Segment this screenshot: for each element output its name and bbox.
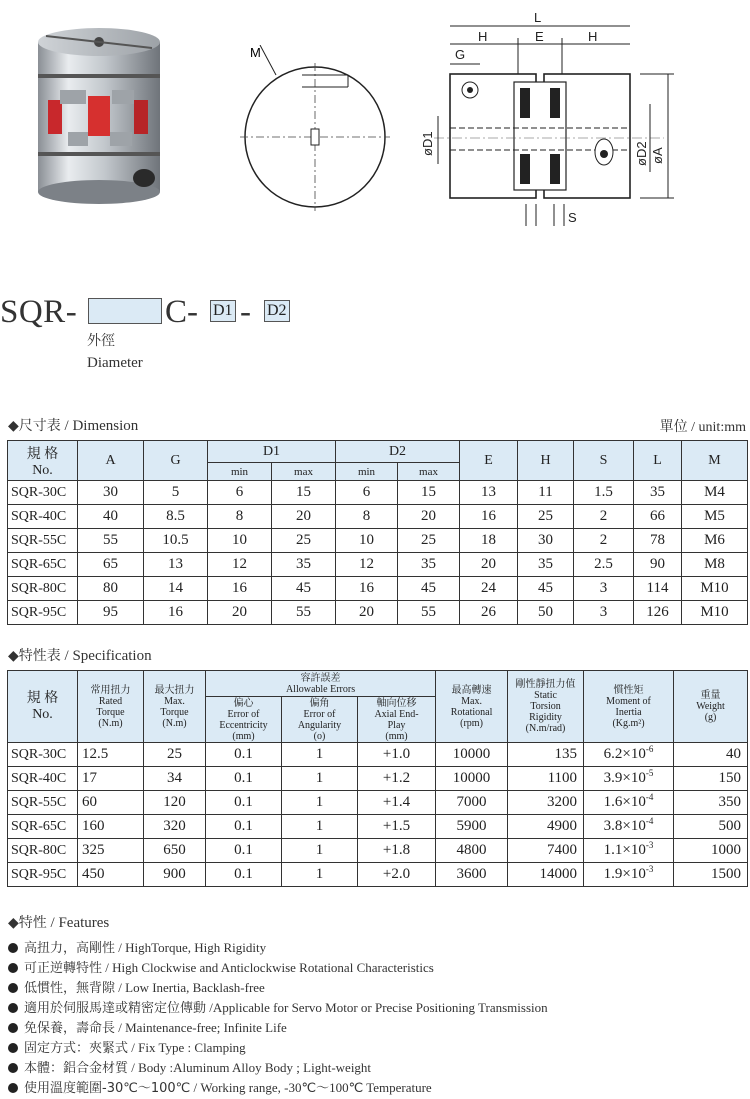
header-rated-torque: 常用扭力 Rated Torque (N.m) [78, 671, 144, 743]
cell-max-speed: 3600 [436, 863, 508, 887]
section-view-drawing [414, 4, 744, 236]
model-cell: SQR-40C [8, 767, 78, 791]
feature-en: / Low Inertia, Backlash-free [115, 980, 265, 995]
model-cell: SQR-65C [8, 553, 78, 577]
header-D1: D1 [208, 441, 336, 463]
cell-eccentricity: 0.1 [206, 743, 282, 767]
cell-weight: 350 [674, 791, 748, 815]
cell-max-torque: 320 [144, 815, 206, 839]
cell-S: 2 [574, 529, 634, 553]
cell-angularity: 1 [282, 815, 358, 839]
cell-L: 78 [634, 529, 682, 553]
cell-d2max: 55 [398, 601, 460, 625]
cell-d2min: 6 [336, 481, 398, 505]
cell-d1min: 8 [208, 505, 272, 529]
cell-eccentricity: 0.1 [206, 863, 282, 887]
table-row [8, 529, 748, 553]
cell-M: M6 [682, 529, 748, 553]
cell-A: 95 [78, 601, 144, 625]
inertia-exponent: -4 [645, 816, 654, 826]
cell-A: 80 [78, 577, 144, 601]
bullet-icon [8, 1043, 18, 1053]
cell-weight: 150 [674, 767, 748, 791]
feature-en: / Working range, -30℃～100℃ Temperature [190, 1080, 432, 1095]
label-H-right: H [588, 29, 598, 44]
cell-eccentricity: 0.1 [206, 767, 282, 791]
bullet-icon [8, 943, 18, 953]
cell-max-speed: 10000 [436, 767, 508, 791]
features-title: ◆特性 / Features [8, 915, 110, 931]
cell-d1min: 12 [208, 553, 272, 577]
bullet-icon [8, 963, 18, 973]
cell-angularity: 1 [282, 791, 358, 815]
cell-M: M10 [682, 577, 748, 601]
header-spec: 規 格 No. [8, 441, 78, 481]
cell-G: 5 [144, 481, 208, 505]
header-spec: 規 格 No. [8, 671, 78, 743]
label-D1: øD1 [420, 131, 435, 156]
cell-inertia [584, 743, 674, 767]
cell-weight: 1000 [674, 839, 748, 863]
cell-H: 45 [518, 577, 574, 601]
table-row [8, 863, 748, 887]
cell-weight: 40 [674, 743, 748, 767]
cell-rigidity: 14000 [508, 863, 584, 887]
diameter-placeholder-box [88, 298, 162, 324]
table-row [8, 601, 748, 625]
cell-L: 114 [634, 577, 682, 601]
cell-rigidity: 3200 [508, 791, 584, 815]
diameter-label-zh: 外徑 [87, 333, 115, 349]
model-middle: C- [165, 294, 198, 330]
inertia-exponent: -6 [645, 744, 654, 754]
feature-zh: 免保養，壽命長 [24, 1021, 116, 1036]
header-S: S [574, 441, 634, 481]
table-row [8, 743, 748, 767]
bullet-icon [8, 1003, 18, 1013]
label-G: G [455, 47, 466, 62]
cell-A: 65 [78, 553, 144, 577]
header-rigidity: 剛性靜扭力值 Static Torsion Rigidity (N.m/rad) [508, 671, 584, 743]
header-weight: 重量 Weight (g) [674, 671, 748, 743]
feature-zh: 使用溫度範圍-30℃～100℃ [24, 1081, 191, 1096]
label-H-left: H [478, 29, 488, 44]
cell-d1max: 20 [272, 505, 336, 529]
cell-E: 20 [460, 553, 518, 577]
cell-E: 18 [460, 529, 518, 553]
cell-S: 3 [574, 577, 634, 601]
bullet-icon [8, 1083, 18, 1093]
feature-item [8, 978, 548, 998]
cell-inertia [584, 839, 674, 863]
cell-H: 25 [518, 505, 574, 529]
inertia-exponent: -3 [645, 840, 654, 850]
bullet-icon [8, 1063, 18, 1073]
cell-axial: +1.2 [358, 767, 436, 791]
cell-eccentricity: 0.1 [206, 815, 282, 839]
cell-d1max: 35 [272, 553, 336, 577]
inertia-base: 1.9×10 [603, 866, 646, 882]
cell-S: 2 [574, 505, 634, 529]
header-allowable-errors: 容許誤差 Allowable Errors [206, 671, 436, 697]
cell-axial: +1.5 [358, 815, 436, 839]
model-cell: SQR-55C [8, 791, 78, 815]
d2-box: D2 [264, 300, 290, 322]
cell-d1min: 16 [208, 577, 272, 601]
feature-item [8, 1078, 548, 1098]
cell-axial: +1.0 [358, 743, 436, 767]
header-H: H [518, 441, 574, 481]
model-code [0, 292, 400, 332]
inertia-exponent: -5 [645, 768, 654, 778]
feature-zh: 可正逆轉特性 [24, 961, 103, 976]
feature-zh: 本體：鋁合金材質 [24, 1061, 129, 1076]
cell-max-torque: 25 [144, 743, 206, 767]
feature-zh: 高扭力，高剛性 [24, 941, 116, 956]
bullet-icon [8, 1023, 18, 1033]
features-list [8, 938, 548, 1098]
model-cell: SQR-40C [8, 505, 78, 529]
cell-d2max: 25 [398, 529, 460, 553]
unit-label: 單位 / unit:mm [659, 419, 746, 435]
cell-G: 13 [144, 553, 208, 577]
specification-table [7, 670, 748, 887]
header-d2-max: max [398, 463, 460, 481]
cell-d2max: 45 [398, 577, 460, 601]
feature-en: / Fix Type : Clamping [128, 1040, 246, 1055]
cell-d2min: 10 [336, 529, 398, 553]
model-cell: SQR-95C [8, 601, 78, 625]
front-view-drawing [240, 45, 390, 215]
header-eccentricity: 偏心 Error of Eccentricity (mm) [206, 697, 282, 743]
cell-eccentricity: 0.1 [206, 791, 282, 815]
dimension-title: ◆尺寸表 / Dimension [8, 418, 139, 434]
model-cell: SQR-80C [8, 577, 78, 601]
model-dash: - [240, 294, 251, 330]
cell-A: 30 [78, 481, 144, 505]
feature-item [8, 1018, 548, 1038]
cell-weight: 500 [674, 815, 748, 839]
cell-weight: 1500 [674, 863, 748, 887]
cell-E: 24 [460, 577, 518, 601]
cell-rigidity: 1100 [508, 767, 584, 791]
cell-d2min: 16 [336, 577, 398, 601]
cell-rated-torque: 60 [78, 791, 144, 815]
cell-axial: +1.4 [358, 791, 436, 815]
feature-zh: 固定方式：夾緊式 [24, 1041, 129, 1056]
d1-box: D1 [210, 300, 236, 322]
cell-A: 55 [78, 529, 144, 553]
header-M: M [682, 441, 748, 481]
model-cell: SQR-65C [8, 815, 78, 839]
model-cell: SQR-95C [8, 863, 78, 887]
header-L: L [634, 441, 682, 481]
header-max-speed: 最高轉速 Max. Rotational (rpm) [436, 671, 508, 743]
cell-G: 16 [144, 601, 208, 625]
cell-rigidity: 135 [508, 743, 584, 767]
header-angularity: 偏角 Error of Angularity (o) [282, 697, 358, 743]
label-M: M [250, 45, 261, 60]
feature-item [8, 958, 548, 978]
table-row [8, 815, 748, 839]
cell-M: M5 [682, 505, 748, 529]
header-max-torque: 最大扭力 Max. Torque (N.m) [144, 671, 206, 743]
header-A: A [78, 441, 144, 481]
feature-en: / Body :Aluminum Alloy Body ; Light-weight [128, 1060, 372, 1075]
header-d2-min: min [336, 463, 398, 481]
product-photo [34, 26, 164, 206]
inertia-exponent: -3 [645, 864, 654, 874]
cell-max-speed: 10000 [436, 743, 508, 767]
cell-inertia [584, 767, 674, 791]
cell-H: 30 [518, 529, 574, 553]
header-D2: D2 [336, 441, 460, 463]
header-E: E [460, 441, 518, 481]
cell-L: 90 [634, 553, 682, 577]
cell-inertia [584, 815, 674, 839]
inertia-base: 6.2×10 [603, 746, 646, 762]
header-axial: 軸向位移 Axial End- Play (mm) [358, 697, 436, 743]
inertia-base: 3.9×10 [603, 770, 646, 786]
feature-en: / Maintenance-free; Infinite Life [115, 1020, 287, 1035]
cell-H: 35 [518, 553, 574, 577]
header-d1-max: max [272, 463, 336, 481]
cell-G: 14 [144, 577, 208, 601]
cell-d1min: 20 [208, 601, 272, 625]
feature-item [8, 1058, 548, 1078]
cell-max-torque: 120 [144, 791, 206, 815]
table-row [8, 553, 748, 577]
model-cell: SQR-55C [8, 529, 78, 553]
feature-zh: 低慣性，無背隙 [24, 981, 116, 996]
cell-H: 11 [518, 481, 574, 505]
cell-rigidity: 7400 [508, 839, 584, 863]
cell-d1min: 10 [208, 529, 272, 553]
inertia-base: 1.1×10 [603, 842, 646, 858]
specification-title: ◆特性表 / Specification [8, 648, 152, 664]
cell-L: 126 [634, 601, 682, 625]
cell-rated-torque: 450 [78, 863, 144, 887]
cell-d2max: 15 [398, 481, 460, 505]
cell-E: 16 [460, 505, 518, 529]
model-cell: SQR-30C [8, 481, 78, 505]
cell-angularity: 1 [282, 839, 358, 863]
cell-axial: +1.8 [358, 839, 436, 863]
table-row [8, 767, 748, 791]
cell-d2min: 20 [336, 601, 398, 625]
bullet-icon [8, 983, 18, 993]
cell-d1min: 6 [208, 481, 272, 505]
cell-max-torque: 34 [144, 767, 206, 791]
cell-angularity: 1 [282, 767, 358, 791]
cell-d2min: 12 [336, 553, 398, 577]
cell-d2max: 20 [398, 505, 460, 529]
inertia-base: 1.6×10 [603, 794, 646, 810]
cell-G: 10.5 [144, 529, 208, 553]
diameter-label-en: Diameter [87, 355, 143, 371]
feature-en: /Applicable for Servo Motor or Precise Positioning Transmission [206, 1000, 548, 1015]
cell-rated-torque: 160 [78, 815, 144, 839]
header-G: G [144, 441, 208, 481]
cell-M: M10 [682, 601, 748, 625]
cell-G: 8.5 [144, 505, 208, 529]
cell-M: M4 [682, 481, 748, 505]
cell-rated-torque: 17 [78, 767, 144, 791]
cell-L: 35 [634, 481, 682, 505]
cell-d2min: 8 [336, 505, 398, 529]
cell-d2max: 35 [398, 553, 460, 577]
cell-S: 2.5 [574, 553, 634, 577]
cell-E: 13 [460, 481, 518, 505]
inertia-base: 3.8×10 [603, 818, 646, 834]
table-row [8, 481, 748, 505]
label-A: øA [650, 147, 665, 164]
cell-A: 40 [78, 505, 144, 529]
label-D2: øD2 [634, 141, 649, 166]
label-L: L [534, 10, 542, 25]
cell-rigidity: 4900 [508, 815, 584, 839]
cell-max-speed: 4800 [436, 839, 508, 863]
cell-d1max: 25 [272, 529, 336, 553]
header-d1-min: min [208, 463, 272, 481]
cell-S: 3 [574, 601, 634, 625]
model-cell: SQR-80C [8, 839, 78, 863]
cell-d1max: 55 [272, 601, 336, 625]
feature-en: / High Clockwise and Anticlockwise Rotational Characteristics [102, 960, 434, 975]
cell-max-speed: 5900 [436, 815, 508, 839]
cell-S: 1.5 [574, 481, 634, 505]
cell-M: M8 [682, 553, 748, 577]
feature-en: / HighTorque, High Rigidity [115, 940, 267, 955]
cell-angularity: 1 [282, 743, 358, 767]
cell-max-torque: 900 [144, 863, 206, 887]
cell-axial: +2.0 [358, 863, 436, 887]
cell-inertia [584, 791, 674, 815]
feature-item [8, 1038, 548, 1058]
cell-E: 26 [460, 601, 518, 625]
label-S: S [568, 210, 577, 225]
cell-angularity: 1 [282, 863, 358, 887]
cell-max-speed: 7000 [436, 791, 508, 815]
table-row [8, 791, 748, 815]
feature-item [8, 938, 548, 958]
model-prefix: SQR- [0, 294, 78, 330]
cell-rated-torque: 325 [78, 839, 144, 863]
cell-inertia [584, 863, 674, 887]
table-row [8, 505, 748, 529]
table-row [8, 839, 748, 863]
label-E: E [535, 29, 544, 44]
feature-item [8, 998, 548, 1018]
cell-d1max: 45 [272, 577, 336, 601]
table-row [8, 577, 748, 601]
header-inertia: 慣性矩 Moment of Inertia (Kg.m²) [584, 671, 674, 743]
cell-rated-torque: 12.5 [78, 743, 144, 767]
dimension-table [7, 440, 748, 625]
cell-L: 66 [634, 505, 682, 529]
inertia-exponent: -4 [645, 792, 654, 802]
model-cell: SQR-30C [8, 743, 78, 767]
cell-max-torque: 650 [144, 839, 206, 863]
cell-H: 50 [518, 601, 574, 625]
cell-eccentricity: 0.1 [206, 839, 282, 863]
cell-d1max: 15 [272, 481, 336, 505]
feature-zh: 適用於伺服馬達或精密定位傳動 [24, 1001, 207, 1016]
